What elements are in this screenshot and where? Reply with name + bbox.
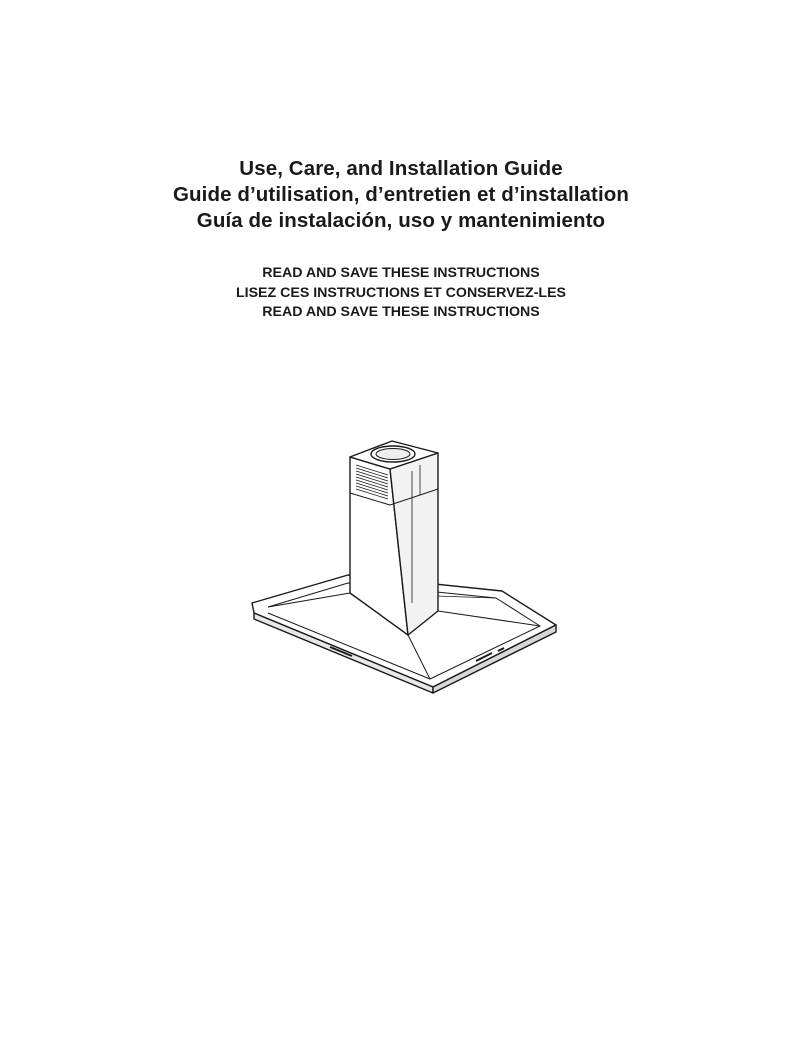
instruction-repeat: READ AND SAVE THESE INSTRUCTIONS bbox=[262, 304, 540, 320]
island-range-hood-illustration bbox=[240, 425, 560, 695]
instruction-french: LISEZ CES INSTRUCTIONS ET CONSERVEZ-LES bbox=[235, 284, 567, 301]
title-spanish: Guía de instalación, uso y mantenimiento bbox=[196, 209, 606, 232]
guide-title-block bbox=[0, 156, 802, 234]
instruction-english: READ AND SAVE THESE INSTRUCTIONS bbox=[262, 265, 540, 281]
title-english: Use, Care, and Installation Guide bbox=[239, 157, 563, 180]
instructions-block bbox=[0, 264, 802, 323]
title-french: Guide d’utilisation, d’entretien et d’installation bbox=[172, 183, 630, 206]
